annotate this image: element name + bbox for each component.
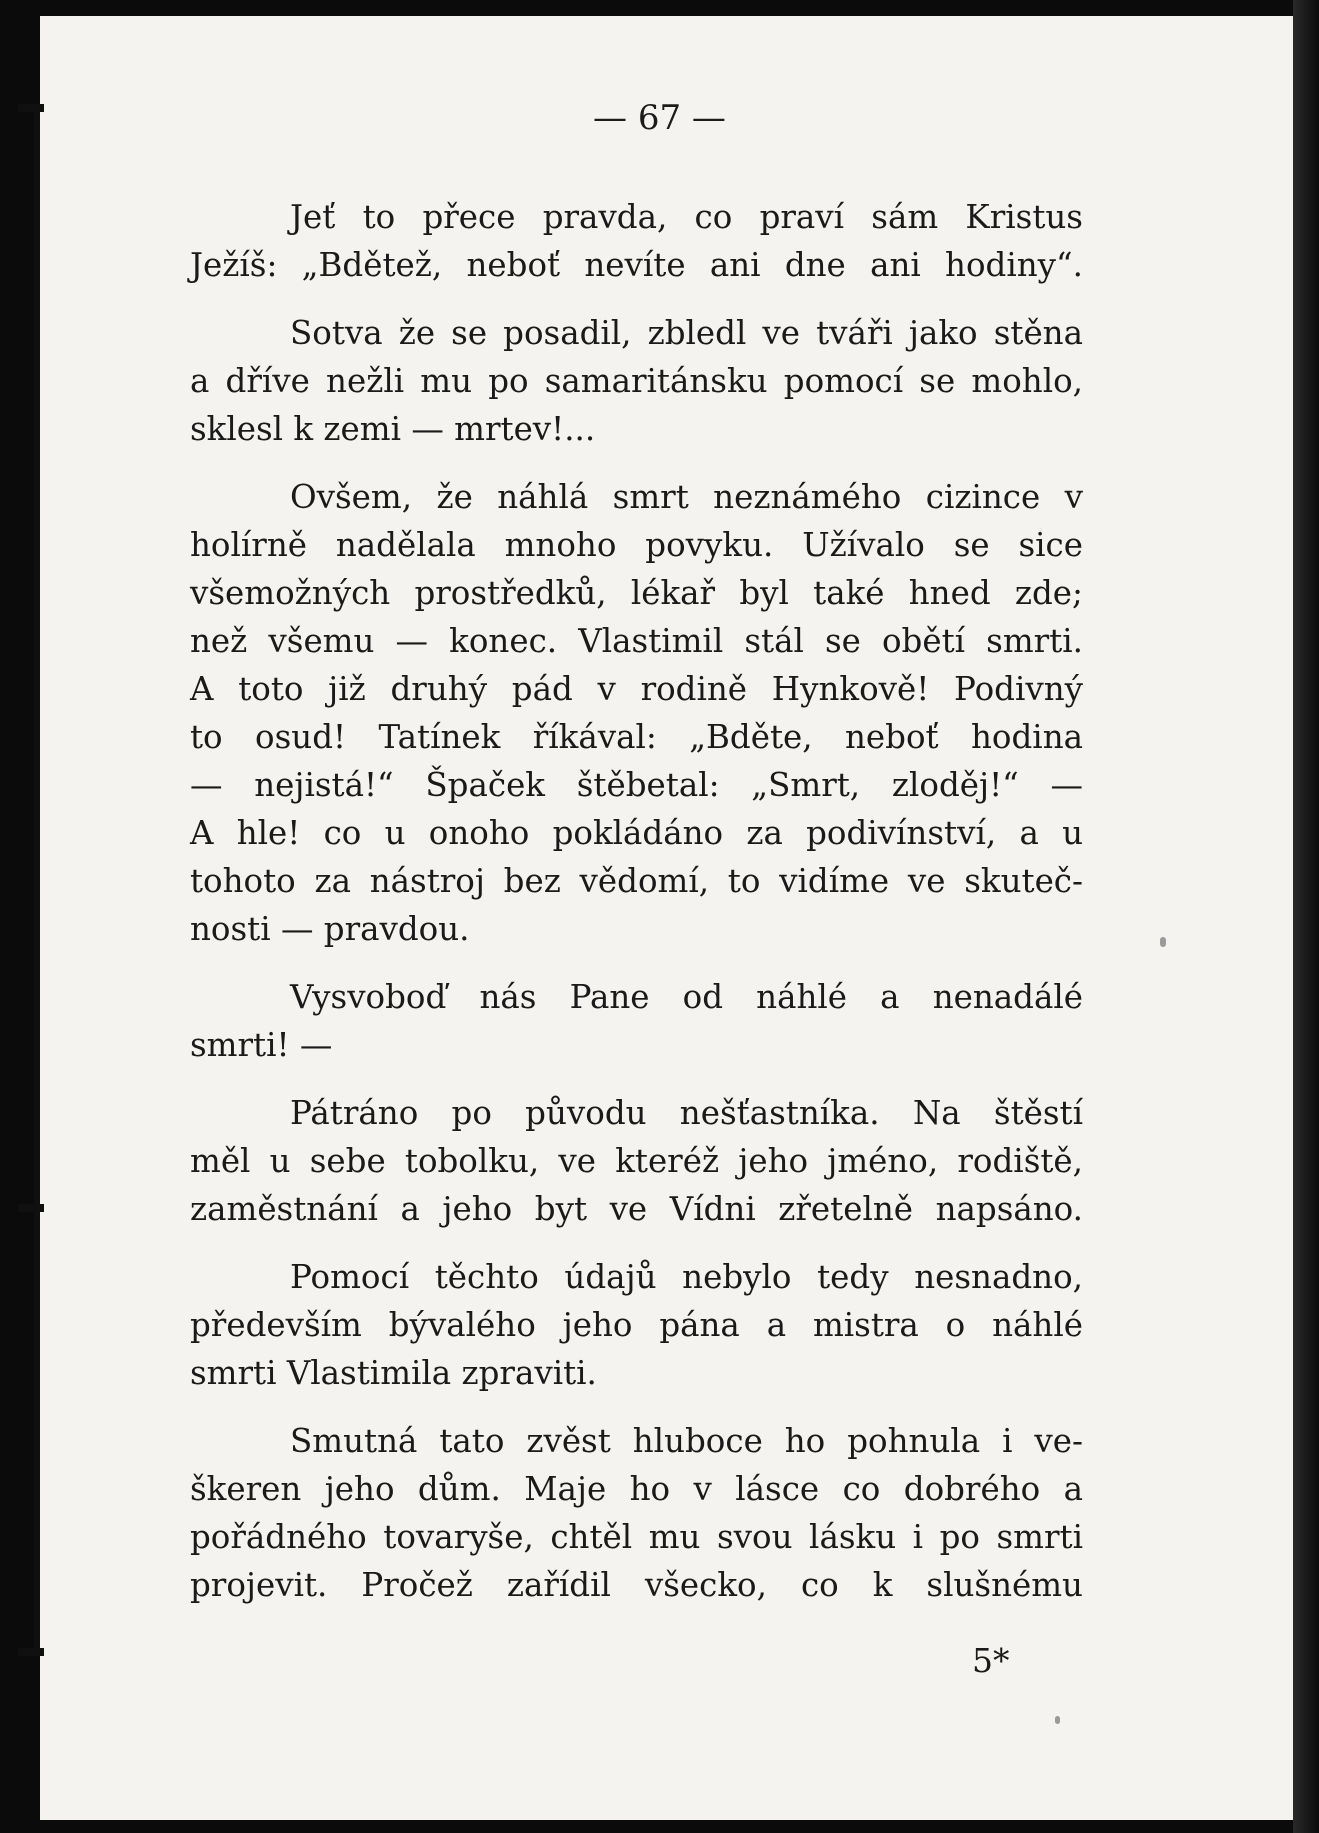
text-line: A hle! co u onoho pokládáno za podivínství, a u (190, 814, 1083, 852)
text-line: nosti — pravdou. (190, 910, 470, 948)
paper-speck (1055, 1716, 1060, 1724)
paragraph (190, 1089, 1083, 1233)
text-line: Ježíš: „Bdětež, neboť nevíte ani dne ani hodiny“. (190, 246, 1083, 284)
text-line: než všemu — konec. Vlastimil stál se obětí smrti. (190, 622, 1083, 660)
text-line: projevit. Pročež zařídil všecko, co k slušnému (190, 1566, 1083, 1604)
paragraph (190, 309, 1083, 453)
paragraph (190, 973, 1083, 1069)
text-line: Ovšem, že náhlá smrt neznámého cizince v (290, 478, 1083, 516)
text-line: především bývalého jeho pána a mistra o náhlé (190, 1306, 1083, 1344)
text-line: škeren jeho dům. Maje ho v lásce co dobrého a (190, 1470, 1083, 1508)
text-line: a dříve nežli mu po samaritánsku pomocí se mohlo, (190, 362, 1083, 400)
paragraph (190, 193, 1083, 289)
binding-tick-middle (18, 1204, 44, 1212)
paragraph (190, 1417, 1083, 1609)
text-line: pořádného tovaryše, chtěl mu svou lásku i po smrti (190, 1518, 1083, 1556)
page-number: — 67 — (593, 98, 726, 138)
body-text (190, 193, 1083, 1629)
page-edge-shadow (1293, 0, 1319, 1833)
text-line: všemožných prostředků, lékař byl také hned zde; (190, 574, 1083, 612)
paragraph (190, 1253, 1083, 1397)
text-line: Jeť to přece pravda, co praví sám Kristus (290, 198, 1083, 236)
text-line: sklesl k zemi — mrtev!... (190, 410, 596, 448)
text-line: to osud! Tatínek říkával: „Bděte, neboť hodina (190, 718, 1083, 756)
binding-tick-bottom (18, 1648, 44, 1656)
text-line: A toto již druhý pád v rodině Hynkově! Podivný (190, 670, 1083, 708)
paper-speck (1160, 937, 1166, 947)
binding-edge (34, 110, 40, 1650)
text-line: Smutná tato zvěst hluboce ho pohnula i ve- (290, 1422, 1083, 1460)
text-line: smrti Vlastimila zpraviti. (190, 1354, 597, 1392)
text-line: holírně nadělala mnoho povyku. Užívalo se sice (190, 526, 1083, 564)
text-line: smrti! — (190, 1026, 333, 1064)
text-line: Vysvoboď nás Pane od náhlé a nenadálé (290, 978, 1083, 1016)
paragraph (190, 473, 1083, 953)
text-line: Pátráno po původu nešťastníka. Na štěstí (290, 1094, 1083, 1132)
text-line: Pomocí těchto údajů nebylo tedy nesnadno, (290, 1258, 1083, 1296)
text-line: Sotva že se posadil, zbledl ve tváři jako stěna (290, 314, 1083, 352)
text-line: zaměstnání a jeho byt ve Vídni zřetelně napsáno. (190, 1190, 1083, 1228)
text-line: tohoto za nástroj bez vědomí, to vidíme ve skuteč- (190, 862, 1083, 900)
text-line: měl u sebe tobolku, ve kteréž jeho jméno, rodiště, (190, 1142, 1083, 1180)
printer-signature-mark: 5* (972, 1641, 1010, 1680)
text-line: — nejistá!“ Špaček štěbetal: „Smrt, zloděj!“ — (190, 766, 1083, 804)
